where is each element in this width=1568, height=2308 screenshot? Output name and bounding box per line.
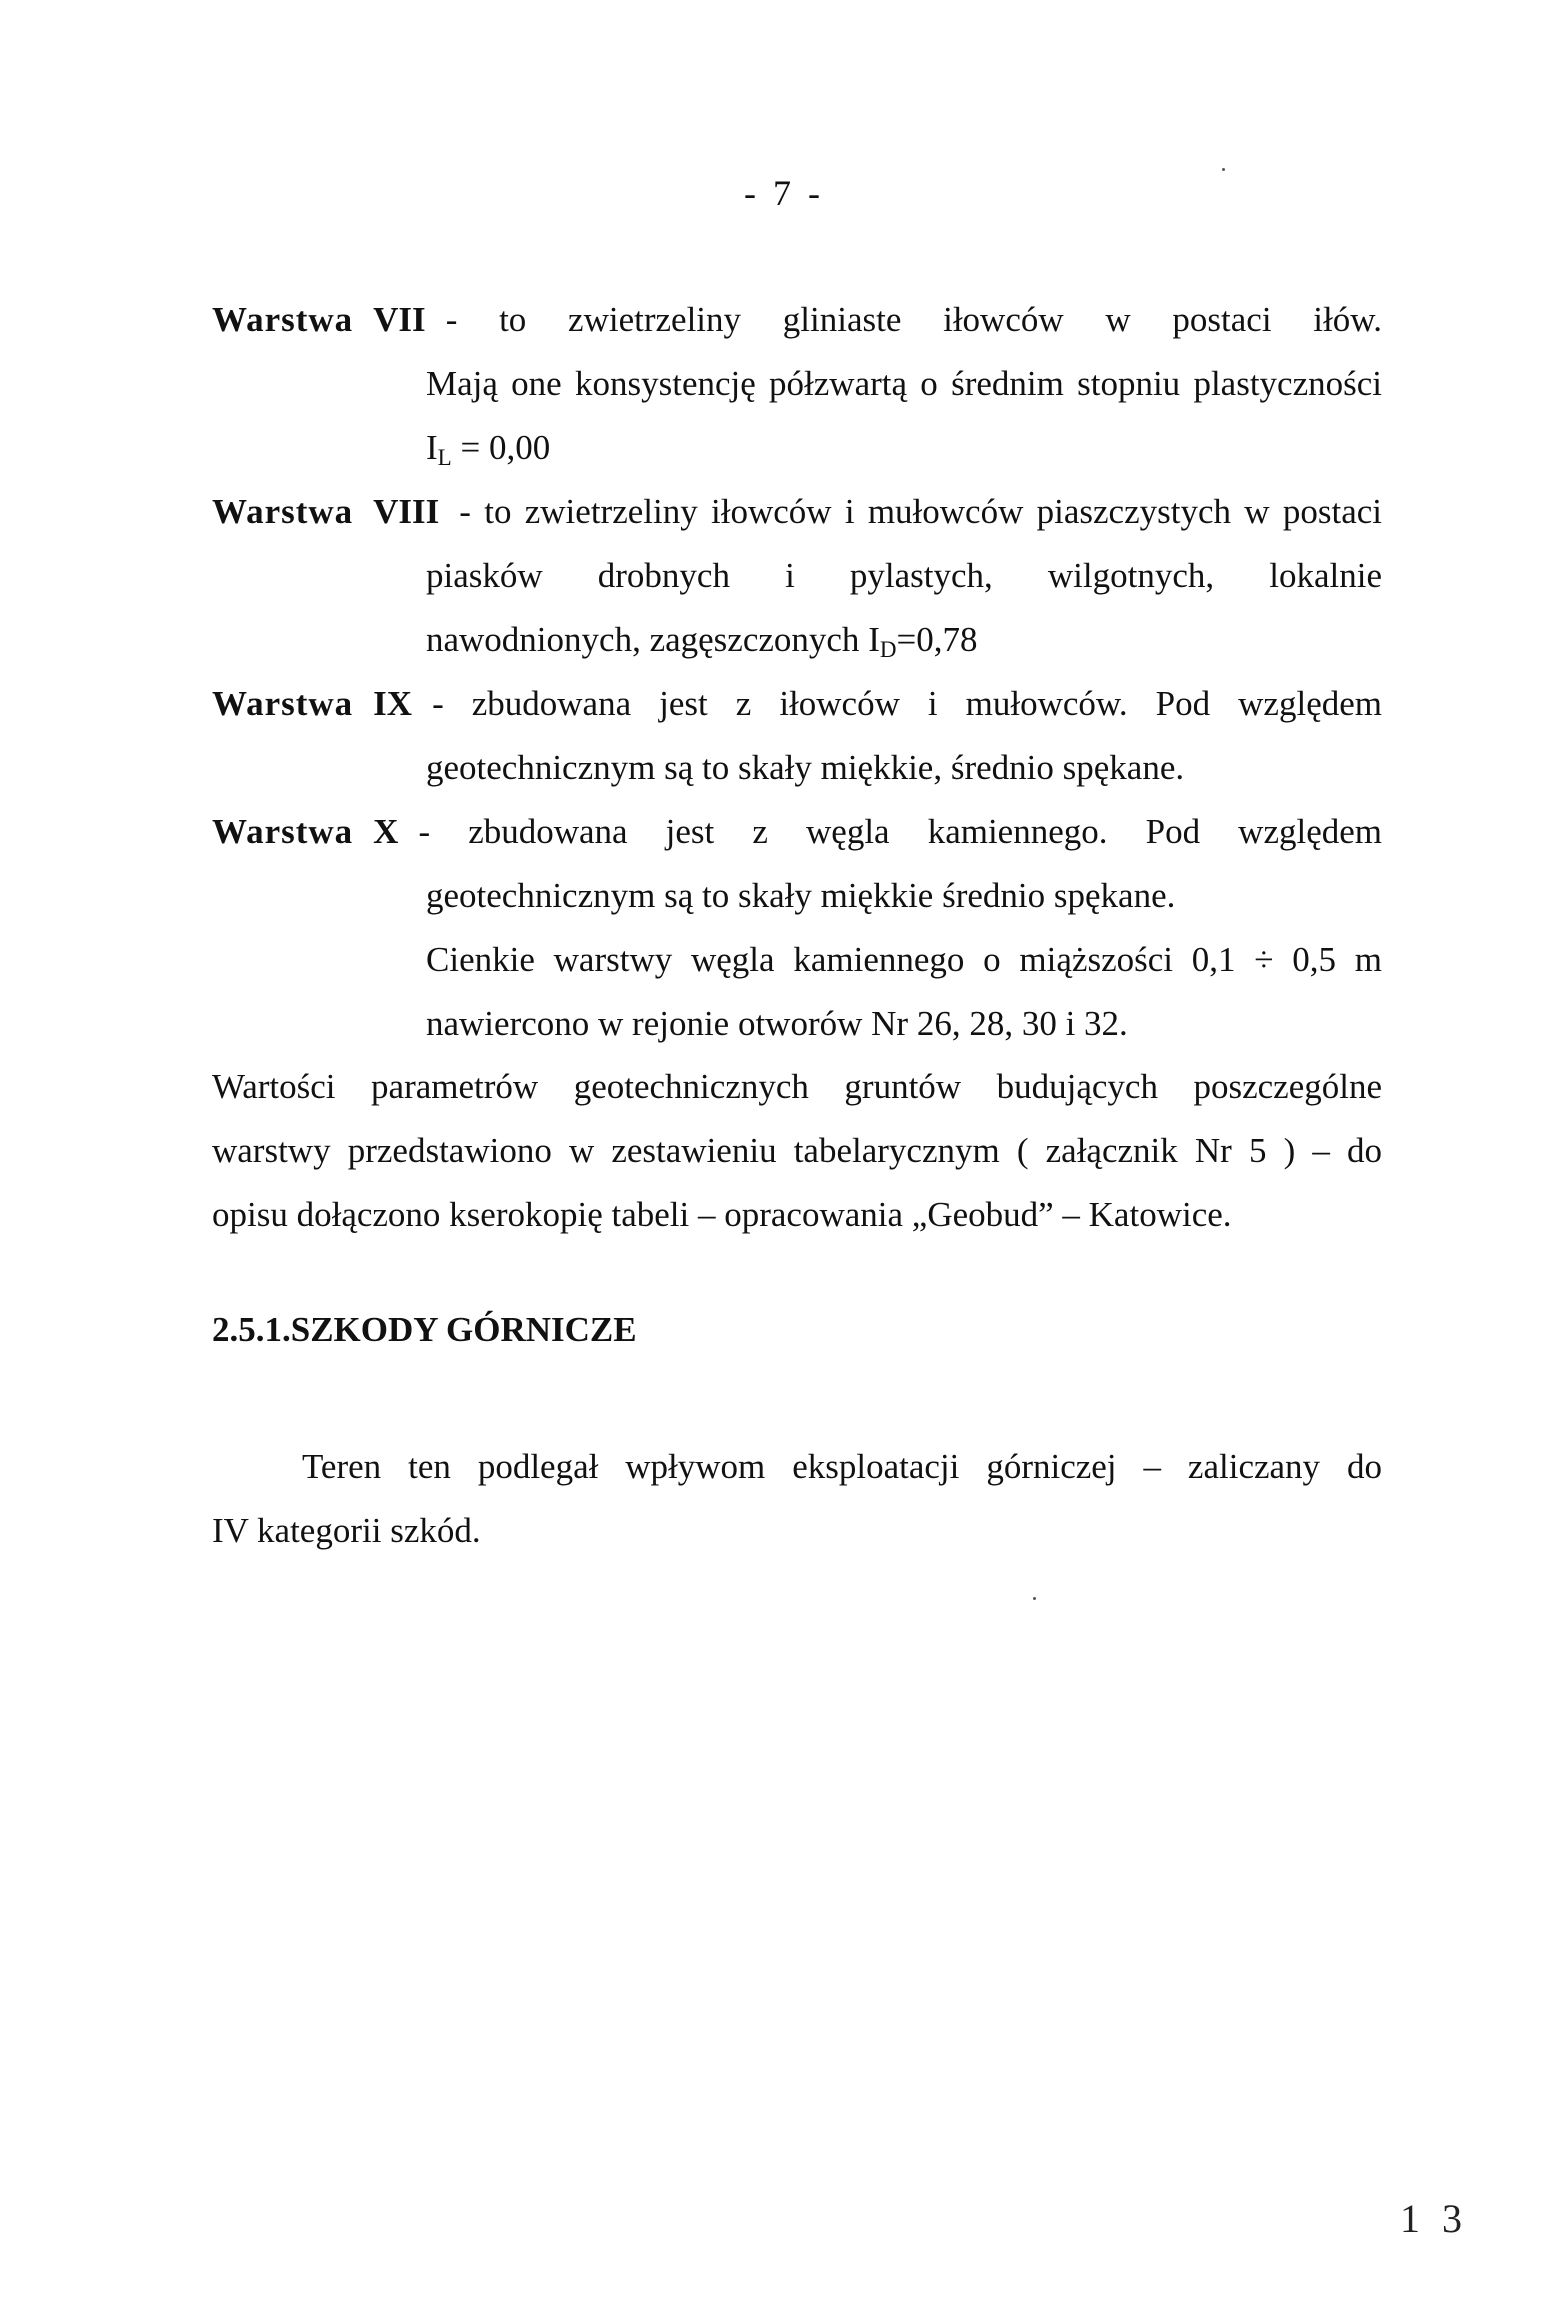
- paragraph-line: Teren ten podlegał wpływom eksploatacji górniczej – zaliczany do: [302, 1447, 1382, 1486]
- page-number: - 7 -: [744, 173, 824, 213]
- summary-paragraph: [212, 1055, 1382, 1247]
- layer-numeral: X: [373, 812, 399, 851]
- layer-description-line: piasków drobnych i pylastych, wilgotnych, lokalnie: [426, 556, 1382, 595]
- section-paragraph: [212, 1435, 1382, 1563]
- layer-viii: [212, 480, 1382, 672]
- paragraph-line: IV kategorii szkód.: [212, 1511, 481, 1550]
- paragraph-line: Wartości parametrów geotechnicznych gruntów budujących poszczególne: [212, 1067, 1382, 1106]
- paragraph-line: warstwy przedstawiono w zestawieniu tabelarycznym ( załącznik Nr 5 ) – do: [212, 1131, 1382, 1170]
- scan-speck: [1033, 1597, 1036, 1600]
- layer-label: Warstwa: [212, 684, 354, 723]
- layer-formula: nawodnionych, zagęszczonych $I_D=0,78$: [426, 620, 978, 662]
- layer-ix: [212, 672, 1382, 800]
- layer-description-line: Mają one konsystencję półzwartą o średnim stopniu plastyczności: [426, 364, 1382, 403]
- scan-speck: [1222, 168, 1225, 171]
- layer-label: Warstwa: [212, 300, 354, 339]
- layer-description-first-line: - to zwietrzeliny gliniaste iłowców w postaci iłów.: [445, 300, 1382, 339]
- corner-page-mark: 1 3: [1400, 2196, 1468, 2241]
- layer-x: [212, 800, 1382, 1056]
- layer-numeral: IX: [373, 684, 413, 723]
- layer-numeral: VIII: [373, 492, 440, 531]
- layer-description-line: geotechnicznym są to skały miękkie, średnio spękane.: [426, 748, 1185, 787]
- layer-description-first-line: - to zwietrzeliny iłowców i mułowców piaszczystych w postaci: [459, 492, 1382, 531]
- layer-description-line: Cienkie warstwy węgla kamiennego o miąższości 0,1 ÷ 0,5 m: [426, 940, 1382, 979]
- layer-description-line: nawiercono w rejonie otworów Nr 26, 28, 30 i 32.: [426, 1004, 1128, 1043]
- layer-numeral: VII: [373, 300, 426, 339]
- paragraph-line: opisu dołączono kserokopię tabeli – opracowania „Geobud” – Katowice.: [212, 1195, 1232, 1234]
- layer-description-line: geotechnicznym są to skały miękkie średnio spękane.: [426, 876, 1176, 915]
- layer-description-first-line: - zbudowana jest z iłowców i mułowców. Pod względem: [432, 684, 1382, 723]
- layer-label: Warstwa: [212, 492, 354, 531]
- layer-description-first-line: - zbudowana jest z węgla kamiennego. Pod względem: [418, 812, 1382, 851]
- section-heading: 2.5.1.SZKODY GÓRNICZE: [212, 1310, 637, 1349]
- layer-label: Warstwa: [212, 812, 354, 851]
- layer-vii: [212, 288, 1382, 480]
- layer-formula: $I_L = 0,00$: [426, 428, 551, 470]
